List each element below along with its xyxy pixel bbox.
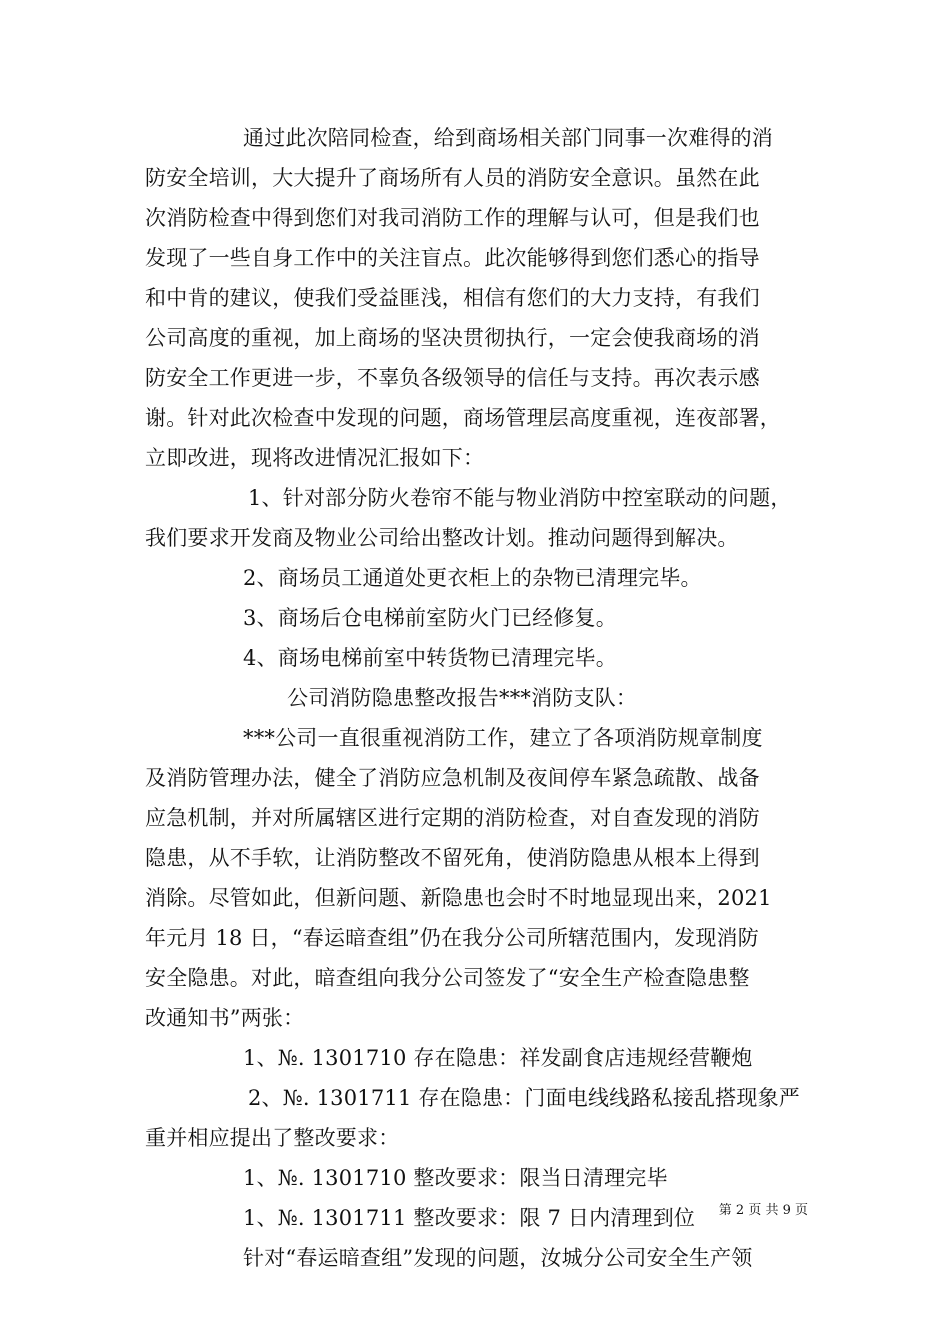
paragraph-line: 谢。针对此次检查中发现的问题，商场管理层高度重视，连夜部署，: [145, 406, 781, 430]
paragraph-line: 隐患，从不手软，让消防整改不留死角，使消防隐患从根本上得到: [145, 846, 760, 870]
list-item: 1、№. 1301710 整改要求：限当日清理完毕: [243, 1166, 668, 1190]
list-item: 3、商场后仓电梯前室防火门已经修复。: [243, 606, 617, 630]
paragraph-line: 改通知书”两张：: [145, 1006, 305, 1030]
document-body: [145, 118, 811, 1278]
list-item: 2、№. 1301711 存在隐患：门面电线线路私接乱搭现象严: [248, 1086, 800, 1110]
list-item: 1、№. 1301710 存在隐患：祥发副食店违规经营鞭炮: [243, 1046, 753, 1070]
page-number: 第 2 页 共 9 页: [718, 1203, 808, 1218]
paragraph-line: 应急机制，并对所属辖区进行定期的消防检查，对自查发现的消防: [145, 806, 760, 830]
list-item: 2、商场员工通道处更衣柜上的杂物已清理完毕。: [243, 566, 702, 590]
paragraph-line: 次消防检查中得到您们对我司消防工作的理解与认可，但是我们也: [145, 206, 760, 230]
paragraph-line: 防安全培训，大大提升了商场所有人员的消防安全意识。虽然在此: [145, 166, 760, 190]
paragraph-line: 发现了一些自身工作中的关注盲点。此次能够得到您们悉心的指导: [145, 246, 760, 270]
paragraph-line: 通过此次陪同检查，给到商场相关部门同事一次难得的消: [243, 126, 773, 150]
paragraph-line: 和中肯的建议，使我们受益匪浅，相信有您们的大力支持，有我们: [145, 286, 760, 310]
list-item-continuation: 重并相应提出了整改要求：: [145, 1126, 400, 1150]
paragraph-line: 针对“春运暗查组”发现的问题，汝城分公司安全生产领: [243, 1246, 753, 1270]
paragraph-line: 立即改进，现将改进情况汇报如下：: [145, 446, 485, 470]
list-item-continuation: 我们要求开发商及物业公司给出整改计划。推动问题得到解决。: [145, 526, 739, 550]
list-item: 1、№. 1301711 整改要求：限 7 日内清理到位: [243, 1206, 696, 1230]
paragraph-line: 安全隐患。对此，暗查组向我分公司签发了“安全生产检查隐患整: [145, 966, 750, 990]
list-item: 1、针对部分防火卷帘不能与物业消防中控室联动的问题，: [248, 486, 792, 510]
section-heading: 公司消防隐患整改报告***消防支队：: [287, 686, 638, 710]
list-item: 4、商场电梯前室中转货物已清理完毕。: [243, 646, 617, 670]
paragraph-line: 消除。尽管如此，但新问题、新隐患也会时不时地显现出来，2021: [145, 886, 772, 910]
paragraph-line: ***公司一直很重视消防工作，建立了各项消防规章制度: [243, 726, 763, 750]
paragraph-line: 及消防管理办法，健全了消防应急机制及夜间停车紧急疏散、战备: [145, 766, 760, 790]
paragraph-line: 公司高度的重视，加上商场的坚决贯彻执行，一定会使我商场的消: [145, 326, 760, 350]
paragraph-line: 防安全工作更进一步，不辜负各级领导的信任与支持。再次表示感: [145, 366, 760, 390]
paragraph-line: 年元月 18 日，“春运暗查组”仍在我分公司所辖范围内，发现消防: [145, 926, 759, 950]
